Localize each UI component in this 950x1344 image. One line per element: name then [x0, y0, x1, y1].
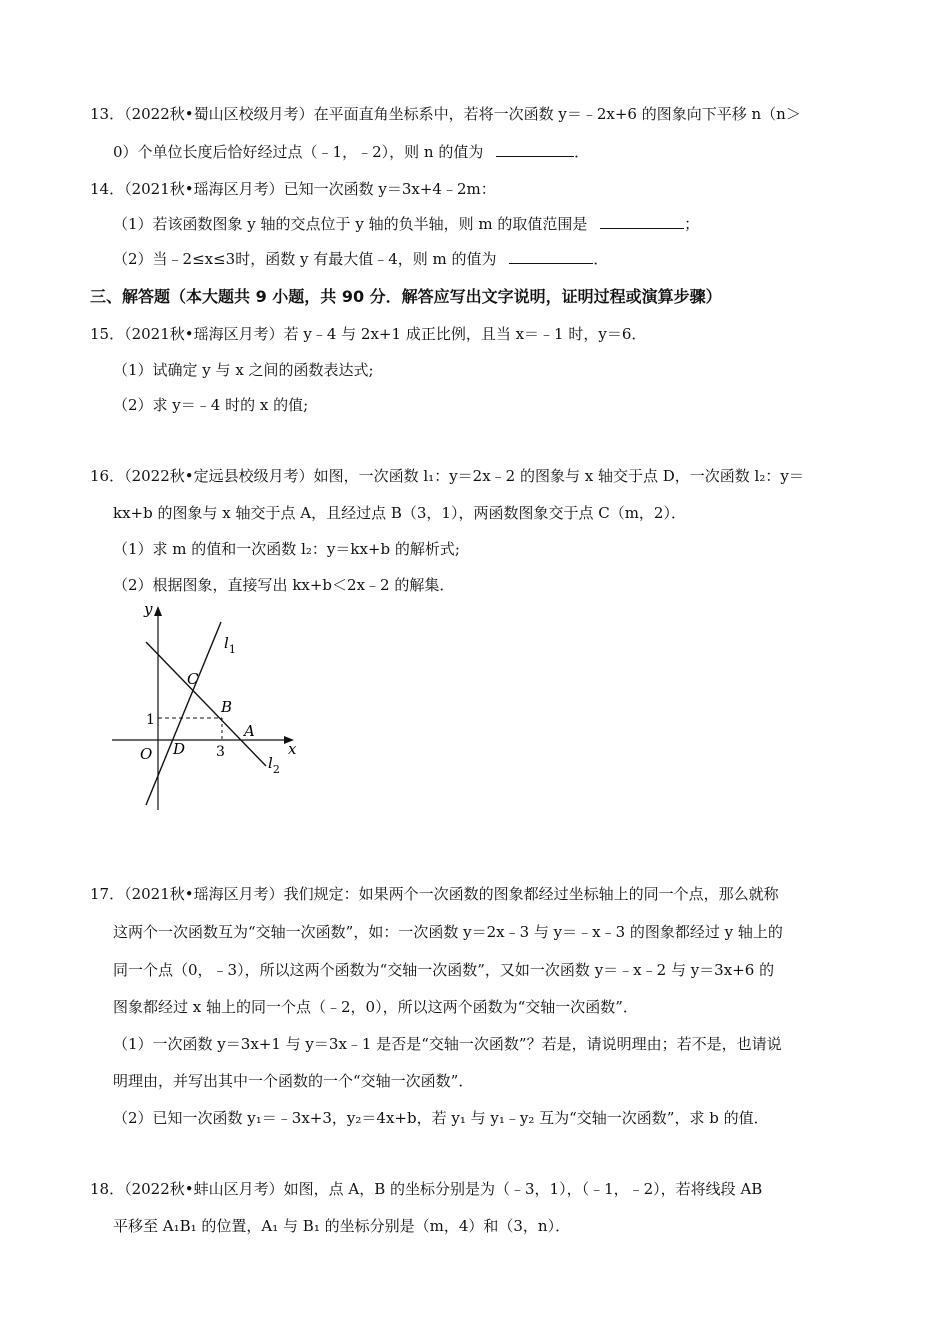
q16-figure: [108, 598, 308, 818]
q15-stem: 15．（2021秋•瑶海区月考）若 y﹣4 与 2x+1 成正比例，且当 x＝﹣1 时，y＝6．: [90, 325, 647, 343]
q13-line2-end: ．: [574, 143, 590, 161]
q13-line1: 13．（2022秋•蜀山区校级月考）在平面直角坐标系中，若将一次函数 y＝﹣2x+6 的图象向下平移 n（n＞: [90, 105, 801, 123]
q14-part2-end: ．: [593, 250, 609, 268]
q16-line2: kx+b 的图象与 x 轴交于点 A，且经过点 B（3，1），两函数图象交于点 C（m，2）．: [113, 504, 686, 522]
tick-label-3: 3: [216, 744, 225, 760]
label-point-a: A: [244, 722, 255, 740]
line-l2: [146, 642, 266, 766]
label-l2: [268, 754, 280, 776]
q16-part1: （1）求 m 的值和一次函数 l₂：y＝kx+b 的解析式;: [113, 540, 460, 558]
label-l1-subscript: 1: [228, 643, 236, 656]
label-point-c: C: [187, 670, 199, 688]
q17-line3: 同一个点（0，﹣3），所以这两个函数为“交轴一次函数”，又如一次函数 y＝﹣x﹣2 与 y＝3x+6 的: [113, 961, 775, 979]
q18-line1: 18．（2022秋•蚌山区月考）如图，点 A，B 的坐标分别是为（﹣3，1），（﹣1，﹣2），若将线段 AB: [90, 1180, 763, 1198]
label-l2-subscript: 2: [272, 763, 280, 776]
line-l1: [146, 622, 221, 805]
q14-part1-answer-blank[interactable]: [600, 214, 684, 229]
label-point-d: D: [173, 740, 186, 758]
q13-line2-text: 0）个单位长度后恰好经过点（﹣1，﹣2），则 n 的值为: [113, 143, 484, 161]
q14-part2-answer-blank[interactable]: [509, 249, 593, 264]
q15-part2: （2）求 y＝﹣4 时的 x 的值;: [113, 396, 309, 414]
q17-line1: 17．（2021秋•瑶海区月考）我们规定：如果两个一次函数的图象都经过坐标轴上的同一个点，那么就称: [90, 885, 779, 903]
q17-line2: 这两个一次函数互为“交轴一次函数”，如：一次函数 y＝2x﹣3 与 y＝﹣x﹣3 的图象都经过 y 轴上的: [113, 923, 783, 941]
section-3-heading: 三、解答题（本大题共 9 小题，共 90 分．解答应写出文字说明，证明过程或演算步骤）: [90, 287, 722, 306]
label-l1: [224, 634, 236, 656]
q17-part1-line2: 明理由，并写出其中一个函数的一个“交轴一次函数”．: [113, 1072, 474, 1090]
q18-line2: 平移至 A₁B₁ 的位置，A₁ 与 B₁ 的坐标分别是（m，4）和（3，n）．: [113, 1217, 571, 1235]
q14-part1: [113, 214, 699, 234]
q17-line4: 图象都经过 x 轴上的同一个点（﹣2，0），所以这两个函数为“交轴一次函数”．: [113, 998, 638, 1016]
q14-part2: [113, 249, 608, 269]
q16-line1: 16．（2022秋•定远县校级月考）如图，一次函数 l₁：y＝2x﹣2 的图象与 x 轴交于点 D，一次函数 l₂：y＝: [90, 467, 804, 485]
q15-part1: （1）试确定 y 与 x 之间的函数表达式;: [113, 361, 374, 379]
q13-answer-blank[interactable]: [496, 142, 574, 157]
label-l1-letter: l: [224, 634, 229, 652]
label-l2-letter: l: [268, 754, 273, 772]
q14-part1-end: ；: [684, 215, 700, 233]
label-origin: O: [140, 745, 153, 763]
tick-label-1: 1: [146, 712, 155, 728]
q17-part2: （2）已知一次函数 y₁＝﹣3x+3，y₂＝4x+b，若 y₁ 与 y₁﹣y₂ 互为“交轴一次函数”，求 b 的值．: [113, 1109, 769, 1127]
q14-stem: 14．（2021秋•瑶海区月考）已知一次函数 y＝3x+4﹣2m：: [90, 180, 496, 198]
q17-part1-line1: （1）一次函数 y＝3x+1 与 y＝3x﹣1 是否是“交轴一次函数”？若是，请说明理由；若不是，也请说: [113, 1035, 782, 1053]
q16-part2: （2）根据图象，直接写出 kx+b＜2x﹣2 的解集．: [113, 576, 455, 594]
label-x-axis: x: [288, 740, 297, 758]
label-point-b: B: [221, 698, 233, 716]
y-axis-arrow: [154, 606, 162, 616]
label-y-axis: y: [144, 600, 153, 618]
q13-line2: [113, 142, 589, 162]
q14-part1-text: （1）若该函数图象 y 轴的交点位于 y 轴的负半轴，则 m 的取值范围是: [113, 215, 588, 233]
q14-part2-text: （2）当﹣2≤x≤3时，函数 y 有最大值﹣4，则 m 的值为: [113, 250, 497, 268]
